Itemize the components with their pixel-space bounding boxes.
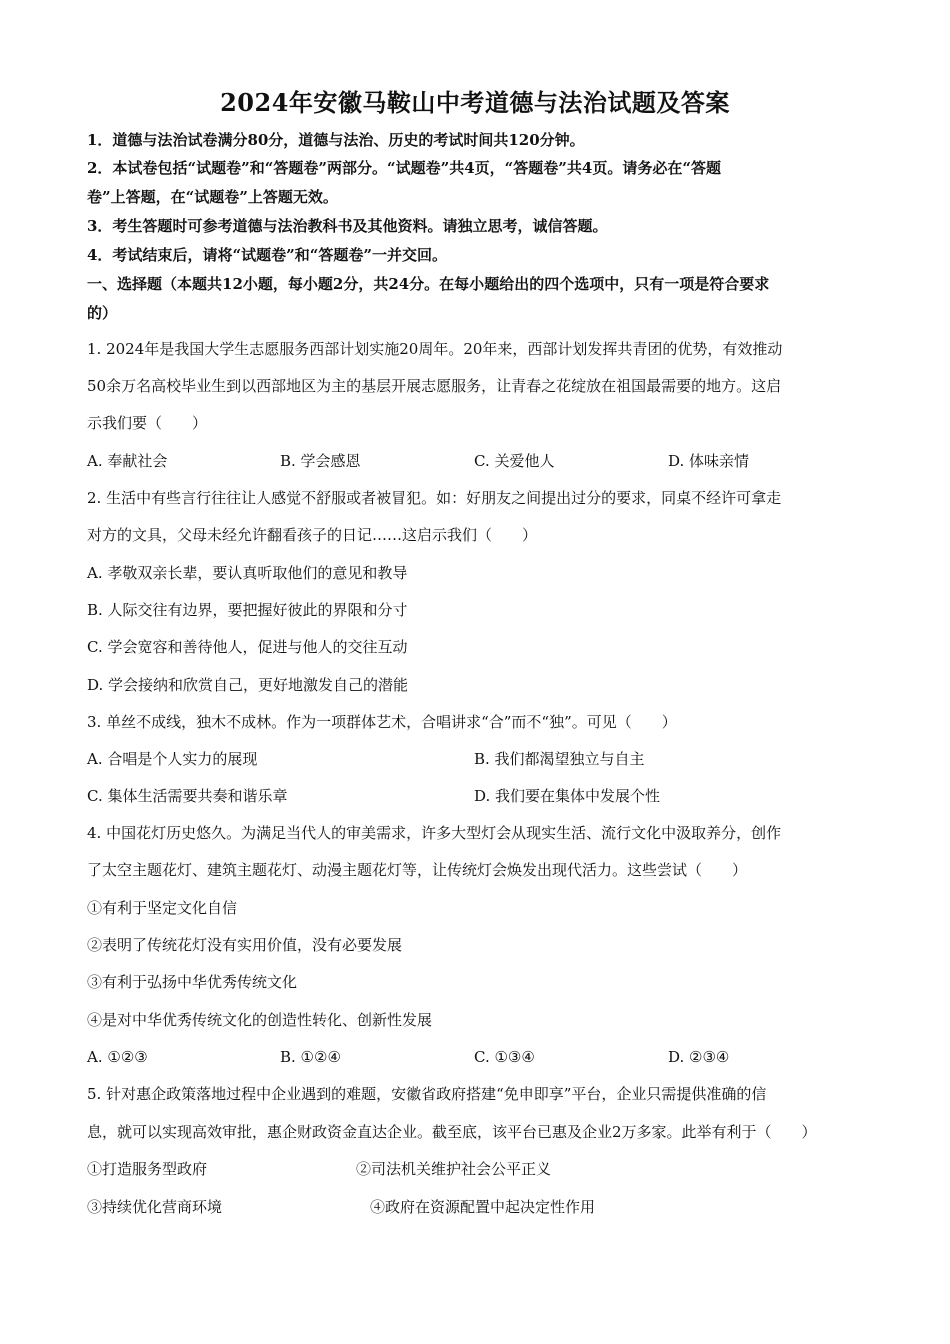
q4-item-4: ④是对中华优秀传统文化的创造性转化、创新性发展 <box>87 1011 433 1029</box>
q3-option-b: B. 我们都渴望独立与自主 <box>474 750 645 768</box>
note-4: 4．考试结束后，请将“试题卷”和“答题卷”一并交回。 <box>87 246 447 264</box>
q1-option-c: C. 关爱他人 <box>474 452 555 470</box>
q1-line-3: 示我们要（ ） <box>87 414 208 432</box>
q1-option-a: A. 奉献社会 <box>87 452 168 470</box>
note-3: 3．考生答题时可参考道德与法治教科书及其他资料。请独立思考，诚信答题。 <box>87 217 608 235</box>
q3-option-a: A. 合唱是个人实力的展现 <box>87 750 258 768</box>
q4-option-a: A. ①②③ <box>87 1048 148 1066</box>
q4-item-1: ①有利于坚定文化自信 <box>87 899 238 917</box>
section-heading: 一、选择题（本题共12小题，每小题2分，共24分。在每小题给出的四个选项中，只有一项是符合要求 <box>87 275 770 293</box>
q4-option-c: C. ①③④ <box>474 1048 535 1066</box>
q4-item-3: ③有利于弘扬中华优秀传统文化 <box>87 973 298 991</box>
q1-option-d: D. 体味亲情 <box>668 452 750 470</box>
q2-line-1: 2. 生活中有些言行往往让人感觉不舒服或者被冒犯。如：好朋友之间提出过分的要求，同桌不经许可拿走 <box>87 489 782 507</box>
q5-item-2: ②司法机关维护社会公平正义 <box>356 1160 552 1178</box>
q5-item-3: ③持续优化营商环境 <box>87 1198 223 1216</box>
q2-option-a: A. 孝敬双亲长辈，要认真听取他们的意见和教导 <box>87 564 408 582</box>
q5-line-1: 5. 针对惠企政策落地过程中企业遇到的难题，安徽省政府搭建“免申即享”平台，企业只需提供准确的信 <box>87 1085 767 1103</box>
q3-option-c: C. 集体生活需要共奏和谐乐章 <box>87 787 288 805</box>
q4-option-d: D. ②③④ <box>668 1048 730 1066</box>
note-1: 1．道德与法治试卷满分80分，道德与法治、历史的考试时间共120分钟。 <box>87 131 585 149</box>
q4-line-1: 4. 中国花灯历史悠久。为满足当代人的审美需求，许多大型灯会从现实生活、流行文化中汲取养分，创作 <box>87 824 782 842</box>
q3-option-d: D. 我们要在集体中发展个性 <box>474 787 661 805</box>
note-2-cont: 卷”上答题，在“试题卷”上答题无效。 <box>87 188 338 206</box>
section-heading-cont: 的） <box>87 304 118 322</box>
q5-item-1: ①打造服务型政府 <box>87 1160 208 1178</box>
q4-option-b: B. ①②④ <box>280 1048 341 1066</box>
q1-line-1: 1. 2024年是我国大学生志愿服务西部计划实施20周年。20年来，西部计划发挥共青团的优势，有效推动 <box>87 340 783 358</box>
page-title: 2024年安徽马鞍山中考道德与法治试题及答案 <box>220 88 730 117</box>
q3-line-1: 3. 单丝不成线，独木不成林。作为一项群体艺术，合唱讲求“合”而不“独”。可见（ ） <box>87 713 677 731</box>
q5-item-4: ④政府在资源配置中起决定性作用 <box>370 1198 596 1216</box>
q1-option-b: B. 学会感恩 <box>280 452 361 470</box>
q1-line-2: 50余万名高校毕业生到以西部地区为主的基层开展志愿服务，让青春之花绽放在祖国最需要的地方。这启 <box>87 377 782 395</box>
q4-line-2: 了太空主题花灯、建筑主题花灯、动漫主题花灯等，让传统灯会焕发出现代活力。这些尝试（ ） <box>87 861 748 879</box>
note-2: 2．本试卷包括“试题卷”和“答题卷”两部分。“试题卷”共4页，“答题卷”共4页。请务必在“答题 <box>87 159 721 177</box>
q2-option-d: D. 学会接纳和欣赏自己，更好地激发自己的潜能 <box>87 676 409 694</box>
q2-option-b: B. 人际交往有边界，要把握好彼此的界限和分寸 <box>87 601 408 619</box>
q5-line-2: 息，就可以实现高效审批，惠企财政资金直达企业。截至底，该平台已惠及企业2万多家。此举有利于（ ） <box>87 1123 817 1141</box>
q2-option-c: C. 学会宽容和善待他人，促进与他人的交往互动 <box>87 638 408 656</box>
q4-item-2: ②表明了传统花灯没有实用价值，没有必要发展 <box>87 936 403 954</box>
q2-line-2: 对方的文具，父母未经允许翻看孩子的日记……这启示我们（ ） <box>87 526 538 544</box>
